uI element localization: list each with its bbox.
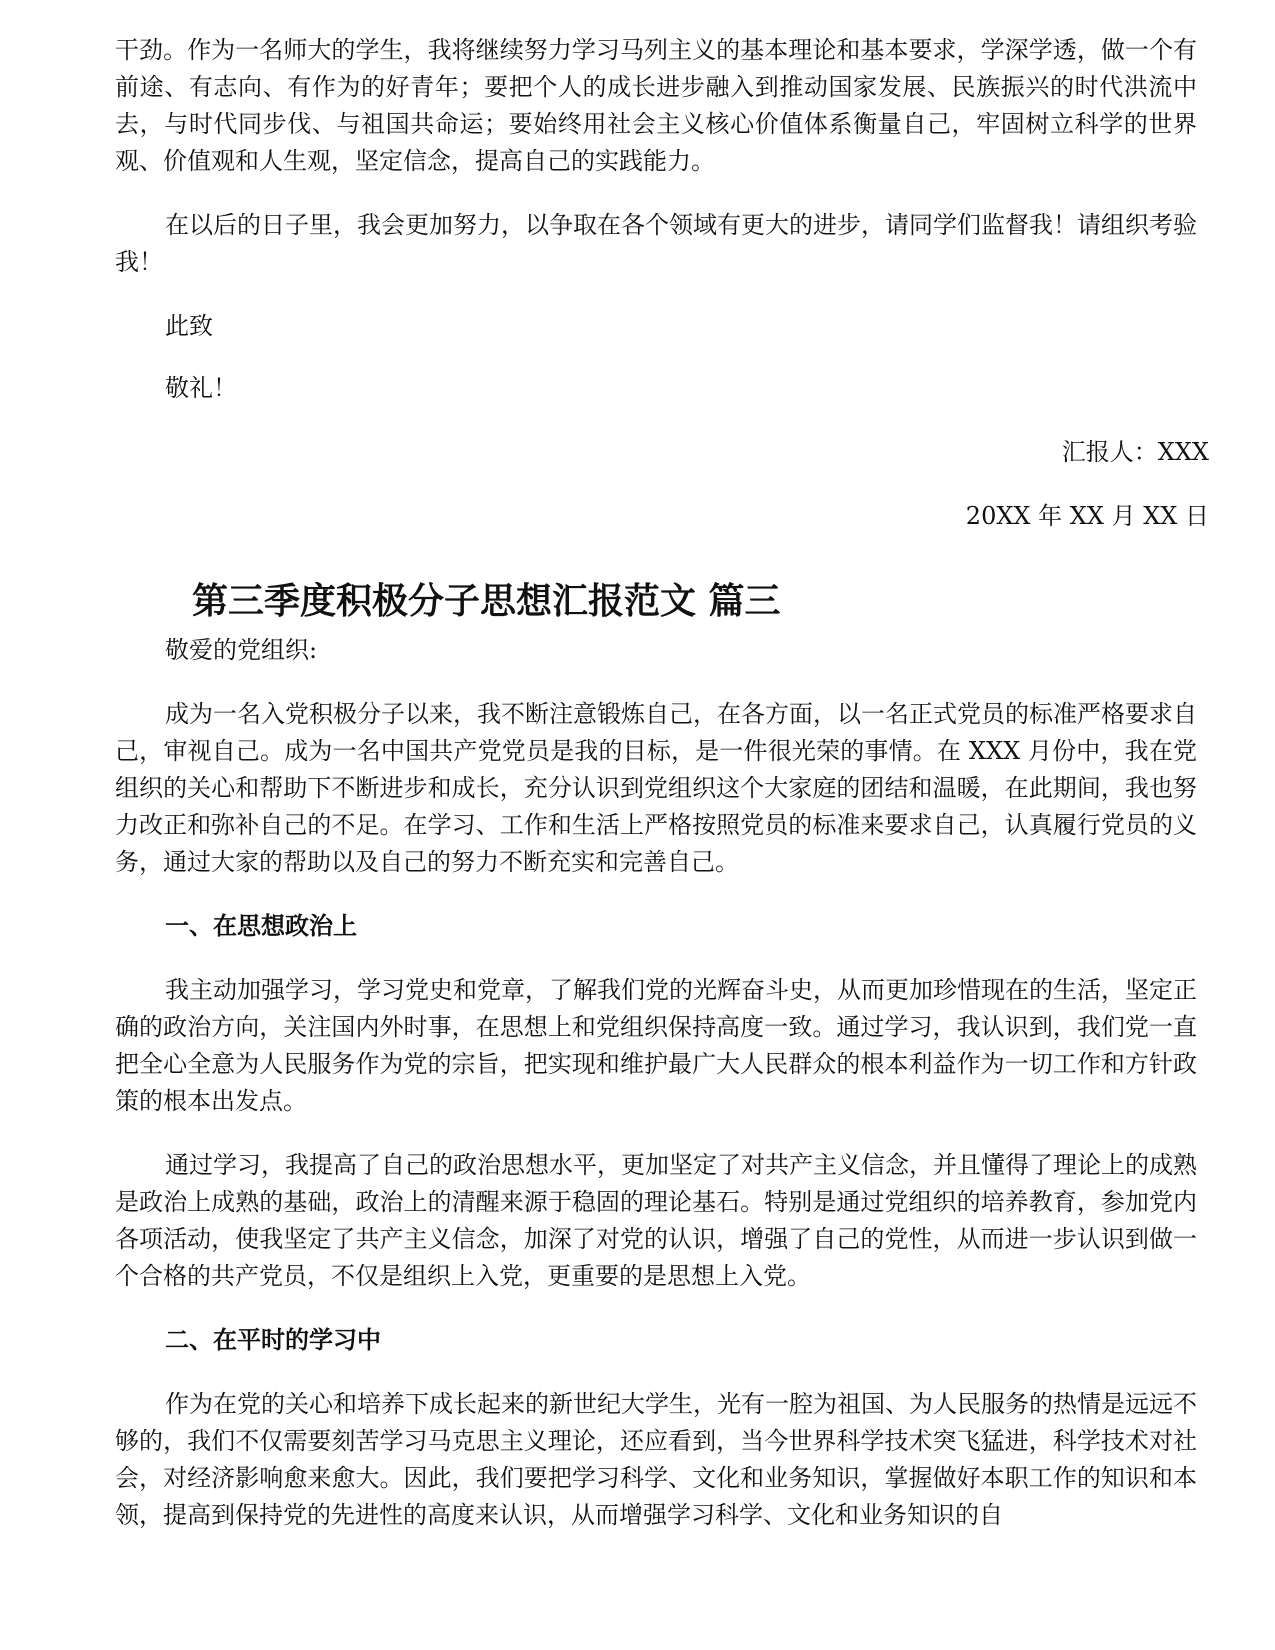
reporter-signature: 汇报人：XXX: [1061, 438, 1209, 466]
document-page: [115, 32, 1209, 1534]
paragraph-intro: 成为一名入党积极分子以来，我不断注意锻炼自己，在各方面，以一名正式党员的标准严格要求自己，审视自己。成为一名中国共产党党员是我的目标，是一件很光荣的事情。在 XXX 月份中，我在党组织的关心和帮助下不断进步和成长，充分认识到党组织这个大家庭的团结和温暖，在此期间，我也努力改正和弥补自己的不足。在学习、工作和生活上严格按照党员的标准来要求自己，认真履行党员的义务，通过大家的帮助以及自己的努力不断充实和完善自己。: [115, 700, 1197, 876]
heading-political: 一、在思想政治上: [165, 912, 357, 940]
paragraph-future: 在以后的日子里，我会更加努力，以争取在各个领域有更大的进步，请同学们监督我！请组织考验我！: [115, 211, 1197, 276]
paragraph-continuation: 干劲。作为一名师大的学生，我将继续努力学习马列主义的基本理论和基本要求，学深学透，做一个有前途、有志向、有作为的好青年；要把个人的成长进步融入到推动国家发展、民族振兴的时代洪流中去，与时代同步伐、与祖国共命运；要始终用社会主义核心价值体系衡量自己，牢固树立科学的世界观、价值观和人生观，坚定信念，提高自己的实践能力。: [115, 36, 1197, 175]
closing-line-2: 敬礼！: [165, 374, 237, 402]
paragraph-political-1: 我主动加强学习，学习党史和党章，了解我们党的光辉奋斗史，从而更加珍惜现在的生活，坚定正确的政治方向，关注国内外时事，在思想上和党组织保持高度一致。通过学习，我认识到，我们党一直把全心全意为人民服务作为党的宗旨，把实现和维护最广大人民群众的根本利益作为一切工作和方针政策的根本出发点。: [115, 976, 1197, 1115]
salutation: 敬爱的党组织:: [165, 636, 318, 664]
section-title: 第三季度积极分子思想汇报范文 篇三: [192, 580, 781, 622]
closing-line-1: 此致: [165, 312, 213, 340]
paragraph-study-1: 作为在党的关心和培养下成长起来的新世纪大学生，光有一腔为祖国、为人民服务的热情是远远不够的，我们不仅需要刻苦学习马克思主义理论，还应看到，当今世界科学技术突飞猛进，科学技术对社会，对经济影响愈来愈大。因此，我们要把学习科学、文化和业务知识，掌握做好本职工作的知识和本领，提高到保持党的先进性的高度来认识，从而增强学习科学、文化和业务知识的自: [115, 1390, 1197, 1529]
heading-study: 二、在平时的学习中: [165, 1326, 381, 1354]
paragraph-political-2: 通过学习，我提高了自己的政治思想水平，更加坚定了对共产主义信念，并且懂得了理论上的成熟是政治上成熟的基础，政治上的清醒来源于稳固的理论基石。特别是通过党组织的培养教育，参加党内各项活动，使我坚定了共产主义信念，加深了对党的认识，增强了自己的党性，从而进一步认识到做一个合格的共产党员，不仅是组织上入党，更重要的是思想上入党。: [115, 1151, 1197, 1290]
report-date: 20XX 年 XX 月 XX 日: [965, 502, 1209, 530]
